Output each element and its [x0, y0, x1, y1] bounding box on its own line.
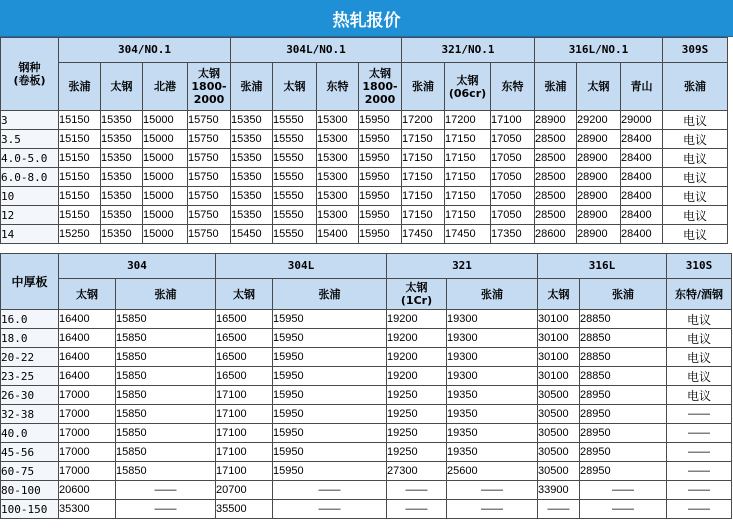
price-cell: 15350: [231, 130, 273, 149]
price-cell: 19300: [447, 348, 538, 367]
column-header: 太钢: [101, 63, 143, 111]
column-header: 太钢: [59, 279, 116, 310]
price-cell: 15550: [273, 111, 317, 130]
price-cell: 17150: [445, 206, 491, 225]
price-cell: 15950: [273, 310, 387, 329]
price-cell: 15000: [143, 206, 188, 225]
price-cell: 17100: [216, 424, 273, 443]
price-cell: 17000: [59, 443, 116, 462]
price-cell: 15350: [231, 206, 273, 225]
price-cell: 17050: [491, 149, 535, 168]
price-cell: 28900: [577, 149, 621, 168]
spec-label: 6.0-8.0: [1, 168, 59, 187]
sheet-title: 热轧报价: [0, 0, 733, 37]
price-cell: 17050: [491, 168, 535, 187]
price-cell: 28950: [580, 443, 667, 462]
price-cell: 16500: [216, 348, 273, 367]
plate-price-table: [0, 253, 732, 519]
price-cell: 30100: [538, 329, 580, 348]
price-cell: ——: [538, 500, 580, 519]
price-cell: 28950: [580, 424, 667, 443]
price-cell: 15950: [359, 130, 402, 149]
price-cell: 30500: [538, 443, 580, 462]
price-cell: 15550: [273, 187, 317, 206]
price-cell: 15950: [273, 348, 387, 367]
price-cell: 17000: [59, 405, 116, 424]
price-cell: 17450: [445, 225, 491, 244]
price-negotiable-cell: 电议: [667, 310, 732, 329]
price-negotiable-cell: 电议: [663, 225, 728, 244]
price-cell: 15000: [143, 111, 188, 130]
price-cell: 15000: [143, 187, 188, 206]
price-cell: 15000: [143, 149, 188, 168]
price-cell: 15950: [359, 206, 402, 225]
price-cell: 15850: [116, 405, 216, 424]
price-cell: 29200: [577, 111, 621, 130]
price-cell: 33900: [538, 481, 580, 500]
group-header: 321/NO.1: [402, 38, 535, 63]
price-cell: 35300: [59, 500, 116, 519]
spec-label: 12: [1, 206, 59, 225]
spec-label: 100-150: [1, 500, 59, 519]
price-cell: 28400: [621, 225, 663, 244]
table-row: [1, 481, 732, 500]
price-cell: 15350: [101, 206, 143, 225]
column-header: 张浦: [231, 63, 273, 111]
price-cell: ——: [447, 500, 538, 519]
column-header: 张浦: [447, 279, 538, 310]
price-cell: 15550: [273, 206, 317, 225]
price-cell: 15550: [273, 130, 317, 149]
column-header: 太钢: [216, 279, 273, 310]
column-header: 太钢 (06cr): [445, 63, 491, 111]
price-cell: ——: [580, 500, 667, 519]
table-row: [1, 462, 732, 481]
price-negotiable-cell: 电议: [663, 168, 728, 187]
price-cell: 15400: [317, 225, 359, 244]
price-cell: 15350: [101, 225, 143, 244]
table-row: [1, 367, 732, 386]
price-cell: 29000: [621, 111, 663, 130]
price-cell: 15850: [116, 329, 216, 348]
price-cell: ——: [273, 481, 387, 500]
price-cell: 15850: [116, 367, 216, 386]
price-cell: 15950: [273, 424, 387, 443]
spec-label: 16.0: [1, 310, 59, 329]
price-cell: 28400: [621, 130, 663, 149]
price-cell: 19300: [447, 367, 538, 386]
price-cell: 17000: [59, 424, 116, 443]
price-cell: 17100: [216, 405, 273, 424]
group-header: 304L/NO.1: [231, 38, 402, 63]
spec-label: 3.5: [1, 130, 59, 149]
spec-label: 80-100: [1, 481, 59, 500]
price-cell: 17450: [402, 225, 445, 244]
row-header-coil: 钢种 (卷板): [1, 38, 59, 111]
table-row: [1, 443, 732, 462]
price-cell: ——: [667, 481, 732, 500]
price-cell: 19200: [387, 329, 447, 348]
table-row: [1, 348, 732, 367]
group-header: 316L/NO.1: [535, 38, 663, 63]
price-cell: 28900: [577, 168, 621, 187]
table-row: [1, 149, 728, 168]
price-cell: 28900: [577, 130, 621, 149]
price-cell: 28400: [621, 149, 663, 168]
price-cell: 17000: [59, 386, 116, 405]
price-cell: 17150: [445, 168, 491, 187]
price-cell: 15850: [116, 424, 216, 443]
price-cell: 17150: [445, 187, 491, 206]
price-cell: 20700: [216, 481, 273, 500]
price-cell: 15950: [273, 329, 387, 348]
price-cell: 15550: [273, 149, 317, 168]
price-cell: 15150: [59, 111, 101, 130]
table-row: [1, 225, 728, 244]
spec-label: 32-38: [1, 405, 59, 424]
price-cell: ——: [116, 481, 216, 500]
group-header: 304L: [216, 254, 387, 279]
price-cell: 28850: [580, 310, 667, 329]
group-header: 304: [59, 254, 216, 279]
price-cell: 17050: [491, 130, 535, 149]
table-row: [1, 424, 732, 443]
price-cell: 15000: [143, 225, 188, 244]
price-cell: 17200: [402, 111, 445, 130]
price-cell: 16500: [216, 310, 273, 329]
price-cell: 16400: [59, 329, 116, 348]
price-cell: 16400: [59, 348, 116, 367]
price-cell: 17150: [402, 149, 445, 168]
price-cell: 17100: [216, 443, 273, 462]
column-header: 张浦: [59, 63, 101, 111]
column-header: 太钢 1800- 2000: [359, 63, 402, 111]
column-header: 张浦: [402, 63, 445, 111]
column-header: 太钢 1800- 2000: [188, 63, 231, 111]
price-cell: 30500: [538, 405, 580, 424]
price-cell: 30100: [538, 310, 580, 329]
price-cell: 15750: [188, 187, 231, 206]
column-header: 东特: [317, 63, 359, 111]
price-negotiable-cell: 电议: [667, 329, 732, 348]
price-cell: 15150: [59, 168, 101, 187]
price-cell: 19300: [447, 329, 538, 348]
price-cell: 17050: [491, 206, 535, 225]
price-cell: 15150: [59, 187, 101, 206]
price-cell: ——: [580, 481, 667, 500]
price-cell: 15350: [231, 187, 273, 206]
price-cell: 15000: [143, 130, 188, 149]
price-negotiable-cell: 电议: [667, 367, 732, 386]
price-cell: 15750: [188, 149, 231, 168]
price-cell: 28850: [580, 348, 667, 367]
price-cell: 28850: [580, 367, 667, 386]
price-cell: 20600: [59, 481, 116, 500]
price-cell: 15450: [231, 225, 273, 244]
price-cell: 17100: [216, 386, 273, 405]
price-negotiable-cell: 电议: [663, 149, 728, 168]
column-header: 张浦: [273, 279, 387, 310]
hot-rolled-price-table: [0, 37, 728, 244]
price-cell: ——: [387, 481, 447, 500]
price-cell: 15950: [359, 111, 402, 130]
price-cell: 15300: [317, 130, 359, 149]
price-cell: 17200: [445, 111, 491, 130]
price-cell: 15300: [317, 187, 359, 206]
price-cell: 15950: [273, 405, 387, 424]
price-cell: 30500: [538, 462, 580, 481]
price-cell: 15950: [359, 168, 402, 187]
price-cell: 16400: [59, 367, 116, 386]
price-cell: 19200: [387, 367, 447, 386]
price-cell: 15850: [116, 348, 216, 367]
price-cell: 28900: [577, 187, 621, 206]
price-cell: ——: [116, 500, 216, 519]
price-cell: 17150: [402, 187, 445, 206]
column-header: 北港: [143, 63, 188, 111]
price-cell: 16500: [216, 367, 273, 386]
price-cell: 28950: [580, 386, 667, 405]
column-header: 张浦: [116, 279, 216, 310]
price-cell: 19300: [447, 310, 538, 329]
price-cell: 27300: [387, 462, 447, 481]
group-header: 321: [387, 254, 538, 279]
price-negotiable-cell: 电议: [663, 111, 728, 130]
price-cell: 15750: [188, 111, 231, 130]
price-cell: 28900: [577, 206, 621, 225]
price-cell: 15350: [101, 130, 143, 149]
price-cell: 28500: [535, 149, 577, 168]
price-cell: 19350: [447, 424, 538, 443]
price-cell: 15300: [317, 168, 359, 187]
price-cell: 28950: [580, 405, 667, 424]
table-row: [1, 310, 732, 329]
table-row: [1, 329, 732, 348]
price-negotiable-cell: 电议: [667, 348, 732, 367]
spec-label: 14: [1, 225, 59, 244]
price-cell: 17000: [59, 462, 116, 481]
price-cell: 15350: [231, 111, 273, 130]
price-cell: 17100: [491, 111, 535, 130]
price-cell: 15850: [116, 462, 216, 481]
price-cell: 15750: [188, 225, 231, 244]
price-cell: 15150: [59, 149, 101, 168]
price-negotiable-cell: 电议: [663, 206, 728, 225]
price-cell: 17150: [445, 130, 491, 149]
table-row: [1, 111, 728, 130]
table-row: [1, 386, 732, 405]
price-cell: 19250: [387, 424, 447, 443]
price-cell: 15850: [116, 310, 216, 329]
price-cell: 15950: [359, 149, 402, 168]
price-cell: 17150: [402, 168, 445, 187]
price-cell: 19200: [387, 348, 447, 367]
price-cell: 28500: [535, 187, 577, 206]
group-header: 310S: [667, 254, 732, 279]
column-header: 太钢: [273, 63, 317, 111]
price-cell: 28500: [535, 206, 577, 225]
price-cell: 15150: [59, 206, 101, 225]
price-cell: 15350: [101, 187, 143, 206]
price-cell: 15950: [359, 225, 402, 244]
price-cell: 19350: [447, 405, 538, 424]
group-header: 309S: [663, 38, 728, 63]
price-cell: 30500: [538, 386, 580, 405]
price-cell: 28900: [535, 111, 577, 130]
spec-label: 40.0: [1, 424, 59, 443]
price-cell: 30100: [538, 348, 580, 367]
column-header: 东特: [491, 63, 535, 111]
price-cell: 15350: [101, 111, 143, 130]
price-cell: 19250: [387, 405, 447, 424]
price-cell: 15000: [143, 168, 188, 187]
price-cell: ——: [387, 500, 447, 519]
price-cell: 28400: [621, 168, 663, 187]
price-cell: 15850: [116, 386, 216, 405]
table-row: [1, 187, 728, 206]
price-cell: 19200: [387, 310, 447, 329]
price-cell: 30500: [538, 424, 580, 443]
price-cell: 19350: [447, 443, 538, 462]
price-cell: 15300: [317, 206, 359, 225]
spec-label: 18.0: [1, 329, 59, 348]
price-cell: 28400: [621, 187, 663, 206]
column-header: 张浦: [535, 63, 577, 111]
price-cell: 15550: [273, 168, 317, 187]
price-negotiable-cell: 电议: [663, 187, 728, 206]
price-cell: ——: [667, 443, 732, 462]
price-cell: 15550: [273, 225, 317, 244]
price-cell: 19250: [387, 386, 447, 405]
table-row: [1, 168, 728, 187]
price-cell: 17150: [445, 149, 491, 168]
price-cell: ——: [667, 405, 732, 424]
price-cell: 15750: [188, 168, 231, 187]
price-cell: 15950: [273, 443, 387, 462]
price-cell: 17050: [491, 187, 535, 206]
spec-label: 4.0-5.0: [1, 149, 59, 168]
price-negotiable-cell: 电议: [663, 130, 728, 149]
price-cell: 28900: [577, 225, 621, 244]
price-cell: ——: [667, 424, 732, 443]
price-cell: 17350: [491, 225, 535, 244]
price-cell: 28950: [580, 462, 667, 481]
price-cell: 15300: [317, 149, 359, 168]
group-header: 304/NO.1: [59, 38, 231, 63]
price-cell: ——: [667, 500, 732, 519]
price-cell: 15950: [273, 462, 387, 481]
price-cell: 19250: [387, 443, 447, 462]
price-cell: 28850: [580, 329, 667, 348]
spec-label: 26-30: [1, 386, 59, 405]
price-cell: 19350: [447, 386, 538, 405]
price-cell: 15850: [116, 443, 216, 462]
price-cell: 28600: [535, 225, 577, 244]
price-cell: 15750: [188, 206, 231, 225]
column-header: 太钢: [577, 63, 621, 111]
price-cell: 15150: [59, 130, 101, 149]
column-header: 太钢 (1Cr): [387, 279, 447, 310]
table-row: [1, 500, 732, 519]
price-cell: 15250: [59, 225, 101, 244]
price-cell: 15350: [101, 168, 143, 187]
price-cell: 16500: [216, 329, 273, 348]
spec-label: 23-25: [1, 367, 59, 386]
price-cell: 15750: [188, 130, 231, 149]
column-header: 张浦: [580, 279, 667, 310]
spec-label: 3: [1, 111, 59, 130]
price-cell: 28500: [535, 130, 577, 149]
spec-label: 10: [1, 187, 59, 206]
column-header: 青山: [621, 63, 663, 111]
spec-label: 45-56: [1, 443, 59, 462]
column-header: 太钢: [538, 279, 580, 310]
price-cell: 15950: [273, 367, 387, 386]
price-cell: ——: [273, 500, 387, 519]
price-cell: 15350: [101, 149, 143, 168]
table-row: [1, 206, 728, 225]
price-cell: 15950: [359, 187, 402, 206]
price-cell: ——: [447, 481, 538, 500]
row-header-plate: 中厚板: [1, 254, 59, 310]
price-cell: 25600: [447, 462, 538, 481]
group-header: 316L: [538, 254, 667, 279]
table-row: [1, 130, 728, 149]
price-cell: 15300: [317, 111, 359, 130]
price-cell: 28400: [621, 206, 663, 225]
price-cell: 17100: [216, 462, 273, 481]
price-cell: 17150: [402, 206, 445, 225]
price-cell: 15350: [231, 149, 273, 168]
column-header: 东特/酒钢: [667, 279, 732, 310]
price-cell: 16400: [59, 310, 116, 329]
spec-label: 60-75: [1, 462, 59, 481]
column-header: 张浦: [663, 63, 728, 111]
price-cell: 15350: [231, 168, 273, 187]
price-cell: 15950: [273, 386, 387, 405]
price-negotiable-cell: 电议: [667, 386, 732, 405]
price-cell: 35500: [216, 500, 273, 519]
price-cell: ——: [667, 462, 732, 481]
price-cell: 17150: [402, 130, 445, 149]
price-cell: 28500: [535, 168, 577, 187]
price-cell: 30100: [538, 367, 580, 386]
spec-label: 20-22: [1, 348, 59, 367]
table-row: [1, 405, 732, 424]
